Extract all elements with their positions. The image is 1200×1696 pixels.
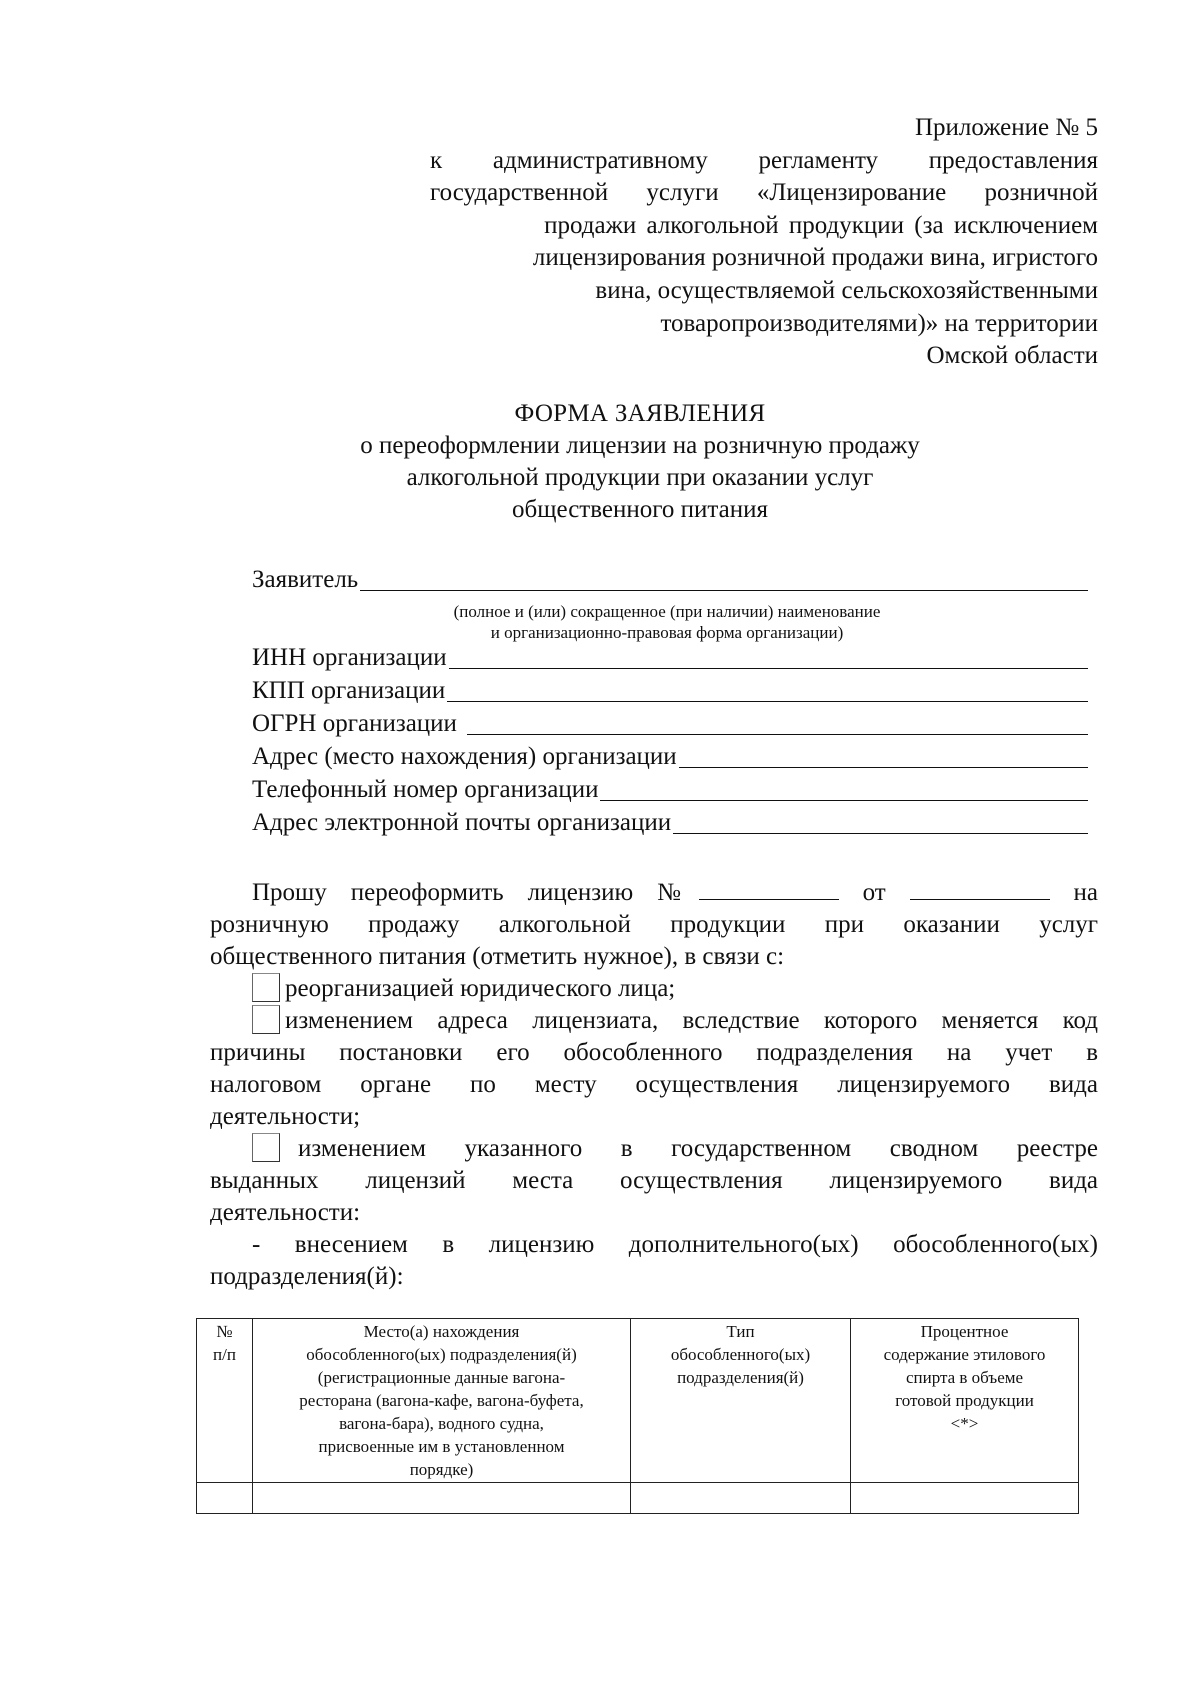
form-title-main: ФОРМА ЗАЯВЛЕНИЯ [514, 400, 766, 427]
option-reorganization [210, 973, 1098, 1005]
address-label: Адрес (место нахождения) организации [252, 743, 677, 770]
table-row [197, 1483, 1079, 1514]
text-word: алкогольной [498, 911, 631, 938]
caption-line: (полное и (или) сокращенное (при наличии) наименование [453, 602, 881, 621]
appendix-line: к административному регламенту предоставления [430, 146, 1098, 174]
reorganization-checkbox[interactable] [252, 973, 280, 1002]
option-address-change-line [210, 1069, 1098, 1101]
text-word: сводном [889, 1135, 979, 1162]
caption-line: и организационно-правовая форма организации) [490, 623, 844, 642]
text-word: лицензируемого [837, 1071, 1011, 1098]
text-word: продукции [670, 911, 786, 938]
form-title [240, 398, 1040, 526]
appendix-number: Приложение № 5 [914, 114, 1098, 141]
text-word: обособленного(ых) [893, 1231, 1099, 1258]
text-word: лицензий [365, 1167, 466, 1194]
header-text: Тип [726, 1322, 755, 1341]
header-text: содержание этилового [883, 1345, 1046, 1364]
text-word: органе [360, 1071, 432, 1098]
inn-field [252, 641, 1088, 673]
option-address-change [210, 1005, 1098, 1037]
text-word: изменением [298, 1135, 426, 1162]
text-word: постановки [339, 1039, 463, 1066]
header-text: Процентное [920, 1322, 1009, 1341]
header-alcohol-content [851, 1319, 1079, 1483]
option-registry-change [210, 1133, 1098, 1165]
text-word: услуг [1039, 911, 1099, 938]
applicant-label: Заявитель [252, 566, 359, 593]
text-word: вида [1049, 1071, 1098, 1098]
text-word: государственном [671, 1135, 852, 1162]
address-change-checkbox[interactable] [252, 1005, 280, 1034]
header-text: обособленного(ых) [670, 1345, 811, 1364]
table-cell[interactable] [631, 1483, 851, 1514]
request-line-3: общественного питания (отметить нужное), в связи с: [210, 943, 785, 970]
header-text: готовой продукции [895, 1391, 1034, 1410]
table-cell[interactable] [253, 1483, 631, 1514]
table-header-row [197, 1319, 1079, 1483]
header-number [197, 1319, 253, 1483]
text-word: в [442, 1231, 455, 1258]
phone-field [252, 773, 1088, 805]
header-text: вагона-бара), водного судна, [339, 1414, 544, 1433]
header-text: п/п [213, 1345, 236, 1364]
applicant-field [252, 563, 1088, 595]
form-title-line: алкогольной продукции при оказании услуг [406, 464, 874, 491]
text-word: на [946, 1039, 972, 1066]
appendix-line: товаропроизводителями)» на территории [660, 309, 1098, 337]
header-text: присвоенные им в установленном [318, 1437, 565, 1456]
option-registry-change-label [298, 1133, 1098, 1165]
text-word: розничную [210, 911, 329, 938]
phone-label: Телефонный номер организации [252, 776, 599, 803]
text-word: указанного [464, 1135, 583, 1162]
table-cell[interactable] [197, 1483, 253, 1514]
text-word: в [620, 1135, 633, 1162]
appendix-header [430, 112, 1098, 373]
text-word: от [862, 879, 886, 906]
table-cell[interactable] [851, 1483, 1079, 1514]
inn-blank [449, 667, 1088, 669]
email-blank [673, 832, 1088, 834]
inn-label: ИНН организации [252, 644, 447, 671]
text-word: при [824, 911, 864, 938]
text-word: подразделения [756, 1039, 913, 1066]
form-title-line: общественного питания [512, 496, 768, 523]
request-line-2 [210, 909, 1098, 941]
license-number-blank [699, 877, 839, 900]
address-blank [679, 766, 1088, 768]
email-field [252, 806, 1088, 838]
ogrn-label: ОГРН организации [252, 710, 457, 737]
header-text: <*> [950, 1414, 979, 1433]
text-word: налоговом [210, 1071, 322, 1098]
text-word: выданных [210, 1167, 319, 1194]
header-text: ресторана (вагона-кафе, вагона-буфета, [299, 1391, 584, 1410]
phone-blank [600, 799, 1088, 801]
request-paragraph [210, 877, 1098, 1293]
text-word: Прошу [252, 879, 327, 906]
text-word: - внесением [252, 1231, 408, 1258]
text-word: осуществления [620, 1167, 783, 1194]
text-word: обособленного [563, 1039, 723, 1066]
ogrn-field [252, 707, 1088, 739]
form-title-line: о переоформлении лицензии на розничную продажу [360, 432, 920, 459]
kpp-blank [447, 700, 1088, 702]
text-word: его [496, 1039, 530, 1066]
appendix-line: Омской области [926, 342, 1098, 370]
header-text: обособленного(ых) подразделения(й) [306, 1345, 577, 1364]
kpp-field [252, 674, 1088, 706]
appendix-line: государственной услуги «Лицензирование розничной [430, 179, 1098, 207]
applicant-caption [252, 601, 1082, 643]
text-word: месту [534, 1071, 597, 1098]
option-registry-change-line [210, 1165, 1098, 1197]
address-field [252, 740, 1088, 772]
text-word: лицензируемого [829, 1167, 1003, 1194]
option-address-change-line [210, 1037, 1098, 1069]
appendix-line: продажи алкогольной продукции (за исключением [544, 211, 1098, 239]
text-word: продажу [368, 911, 460, 938]
text-word: учет [1005, 1039, 1053, 1066]
text-word: дополнительного(ых) [628, 1231, 859, 1258]
header-text: спирта в объеме [905, 1368, 1024, 1387]
option-address-change-label: изменением адреса лицензиата, вследствие которого меняется код [285, 1007, 1098, 1034]
text-word: реестре [1016, 1135, 1099, 1162]
text-word: причины [210, 1039, 306, 1066]
request-line-1 [210, 877, 1098, 909]
registry-change-checkbox[interactable] [252, 1133, 280, 1162]
text-word: переоформить [350, 879, 504, 906]
text-word: лицензию [527, 879, 634, 906]
header-text: подразделения(й) [677, 1368, 804, 1387]
applicant-blank [360, 589, 1088, 591]
text-word: вида [1049, 1167, 1099, 1194]
ogrn-blank [467, 733, 1088, 735]
kpp-label: КПП организации [252, 677, 446, 704]
text-word: оказании [903, 911, 1000, 938]
appendix-line: лицензирования розничной продажи вина, игристого [532, 244, 1098, 272]
text-word: осуществления [635, 1071, 799, 1098]
text-word: в [1086, 1039, 1099, 1066]
email-label: Адрес электронной почты организации [252, 809, 672, 836]
text-word: места [512, 1167, 574, 1194]
text-word: лицензию [488, 1231, 595, 1258]
header-text: № [216, 1322, 233, 1341]
option-address-change-line: деятельности; [210, 1103, 361, 1130]
option-registry-change-line: деятельности: [210, 1199, 361, 1226]
header-text: (регистрационные данные вагона- [317, 1368, 566, 1387]
sub-option-line [210, 1229, 1098, 1261]
license-date-blank [910, 877, 1050, 900]
header-type [631, 1319, 851, 1483]
header-text: Место(а) нахождения [363, 1322, 520, 1341]
subdivisions-table [196, 1318, 1079, 1514]
sub-option-line: подразделения(й): [210, 1263, 404, 1290]
option-reorganization-label: реорганизацией юридического лица; [285, 975, 676, 1002]
header-location [253, 1319, 631, 1483]
header-text: порядке) [409, 1460, 474, 1479]
number-sign: № [657, 879, 699, 906]
appendix-line: вина, осуществляемой сельскохозяйственными [595, 276, 1098, 304]
text-word: по [470, 1071, 496, 1098]
text-word: на [1073, 879, 1099, 906]
